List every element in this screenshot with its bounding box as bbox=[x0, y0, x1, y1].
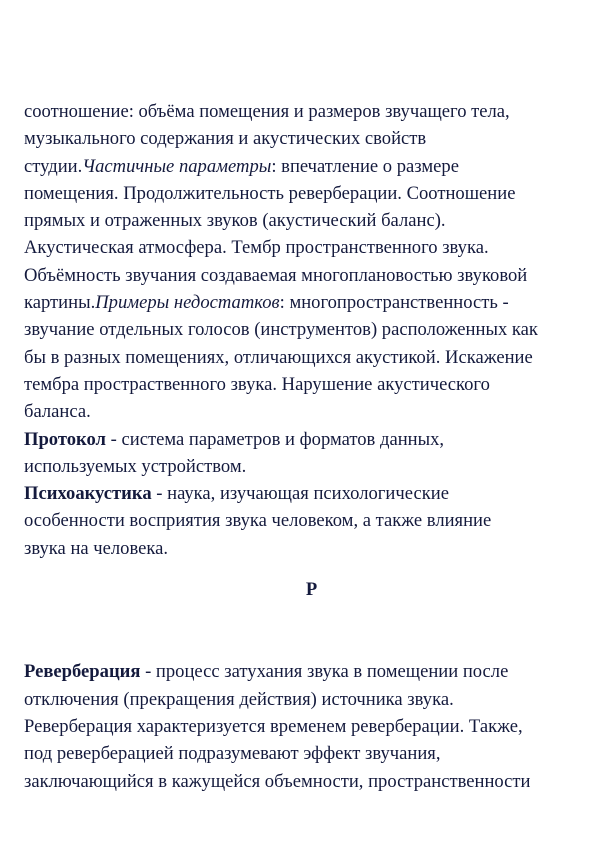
term-protocol: Протокол bbox=[24, 428, 106, 450]
text-line: Реверберация характеризуется временем реверберации. Также, bbox=[24, 715, 523, 737]
document-body bbox=[24, 98, 579, 795]
text-line: - система параметров и форматов данных, bbox=[106, 428, 445, 450]
italic-term-examples-of-defects: Примеры недостатков bbox=[95, 292, 280, 314]
term-psychoacoustics: Психоакустика bbox=[24, 483, 152, 505]
section-letter-heading: Р bbox=[305, 579, 318, 601]
text-line: звука на человека. bbox=[24, 537, 169, 559]
italic-term-partial-parameters: Частичные параметры bbox=[82, 155, 272, 177]
text-line: картины. bbox=[24, 292, 96, 314]
text-line: Акустическая атмосфера. Тембр пространственного звука. bbox=[24, 237, 489, 259]
paragraph-sound-parameters bbox=[24, 98, 579, 426]
text-line: бы в разных помещениях, отличающихся акустикой. Искажение bbox=[24, 346, 533, 368]
text-line: музыкального содержания и акустических свойств bbox=[24, 128, 427, 150]
text-line: особенности восприятия звука человеком, а также влияние bbox=[24, 510, 492, 532]
text-line: студии. bbox=[24, 155, 83, 177]
text-line: помещения. Продолжительность реверберации. Соотношение bbox=[24, 182, 516, 204]
text-line: - наука, изучающая психологические bbox=[151, 483, 449, 505]
text-line: : многопространственность - bbox=[279, 292, 509, 314]
text-line: отключения (прекращения действия) источника звука. bbox=[24, 688, 454, 710]
text-line: : впечатление о размере bbox=[271, 155, 459, 177]
text-line: соотношение: объёма помещения и размеров звучащего тела, bbox=[24, 101, 510, 122]
text-line: используемых устройством. bbox=[24, 455, 247, 477]
definition-psychoacoustics bbox=[24, 480, 579, 562]
definition-reverberation bbox=[24, 658, 579, 794]
text-line: прямых и отраженных звуков (акустический баланс). bbox=[24, 210, 446, 232]
definition-protocol bbox=[24, 426, 579, 481]
text-line: тембра простраственного звука. Нарушение акустического bbox=[24, 373, 490, 395]
term-reverberation: Реверберация bbox=[24, 661, 141, 683]
text-line: баланса. bbox=[24, 401, 91, 423]
text-line: Объёмность звучания создаваемая многоплановостью звуковой bbox=[24, 264, 528, 286]
spacer bbox=[24, 603, 579, 658]
text-line: - процесс затухания звука в помещении после bbox=[140, 661, 509, 683]
text-line: под реверберацией подразумевают эффект звучания, bbox=[24, 743, 441, 765]
text-line: звучание отдельных голосов (инструментов) расположенных как bbox=[24, 319, 538, 341]
text-line: заключающийся в кажущейся объемности, пространственности bbox=[24, 770, 531, 792]
